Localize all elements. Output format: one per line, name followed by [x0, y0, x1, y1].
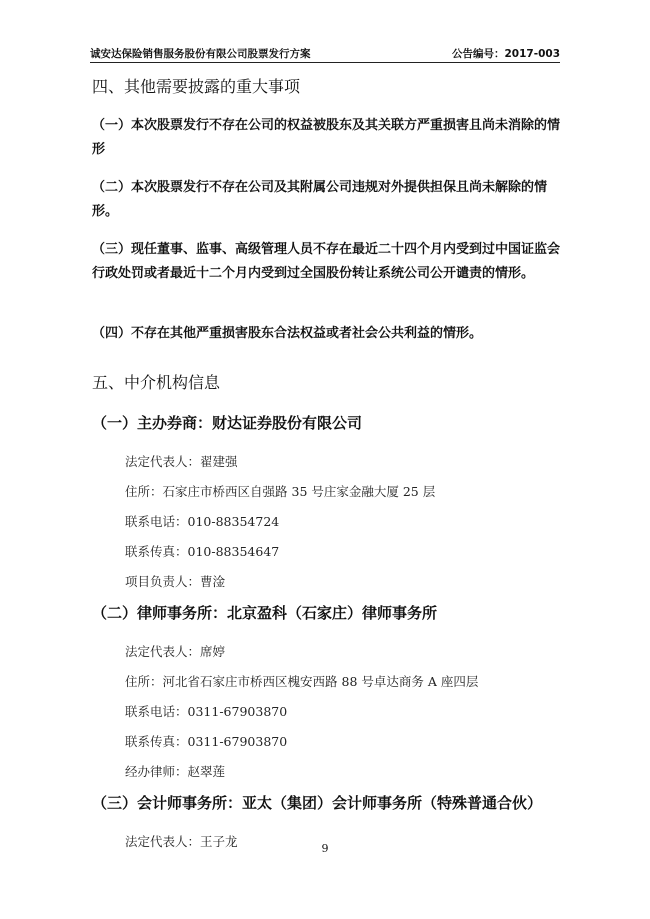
field-label: 联系电话：	[125, 704, 188, 719]
field-value: 010-88354647	[187, 544, 280, 559]
underwriter-phone	[92, 512, 562, 542]
field-label: 经办律师：	[125, 764, 188, 779]
field-label: 项目负责人：	[125, 574, 201, 589]
law-firm-heading: （二）律师事务所：北京盈科（石家庄）律师事务所	[92, 604, 438, 622]
field-value: 曹淦	[200, 574, 226, 589]
section-4-heading: 四、其他需要披露的重大事项	[92, 77, 301, 96]
page-header	[90, 44, 560, 63]
field-label: 联系传真：	[125, 734, 188, 749]
field-value: 010-88354724	[187, 514, 280, 529]
field-label: 联系电话：	[125, 514, 188, 529]
underwriter-heading: （一）主办券商：财达证券股份有限公司	[92, 414, 363, 432]
law-firm-phone	[92, 702, 562, 732]
underwriter-legal-rep	[92, 452, 562, 482]
field-label: 法定代表人：	[125, 454, 201, 469]
section-4-item-3: （三）现任董事、监事、高级管理人员不存在最近二十四个月内受到过中国证监会行政处罚或者最近十二个月内受到过全国股份转让系统公司公开谴责的情形。	[92, 242, 561, 281]
law-firm-address	[92, 672, 562, 702]
section-5-heading: 五、中介机构信息	[92, 373, 221, 392]
law-firm-lawyer	[92, 762, 562, 792]
field-value: 石家庄市桥西区自强路 35 号庄家金融大厦 25 层	[162, 484, 436, 499]
underwriter-fax	[92, 542, 562, 572]
field-label: 法定代表人：	[125, 644, 201, 659]
field-value: 翟建强	[200, 454, 238, 469]
announcement-number: 公告编号：2017-003	[452, 48, 560, 60]
field-value: 王子龙	[200, 834, 238, 849]
field-label: 住所：	[125, 484, 163, 499]
underwriter-address	[92, 482, 562, 512]
field-value: 0311-67903870	[187, 704, 288, 719]
section-4-item-1: （一）本次股票发行不存在公司的权益被股东及其关联方严重损害且尚未消除的情形	[92, 118, 561, 157]
field-label: 联系传真：	[125, 544, 188, 559]
underwriter-project-lead	[92, 572, 562, 602]
page-content	[92, 76, 562, 862]
law-firm-fax	[92, 732, 562, 762]
page-number: 9	[321, 842, 329, 855]
field-value: 0311-67903870	[187, 734, 288, 749]
field-value: 赵翠莲	[187, 764, 226, 779]
field-label: 法定代表人：	[125, 834, 201, 849]
header-title: 诚安达保险销售服务股份有限公司股票发行方案	[90, 48, 311, 60]
accounting-firm-heading: （三）会计师事务所：亚太（集团）会计师事务所（特殊普通合伙）	[92, 794, 543, 812]
field-value: 席婷	[200, 644, 226, 659]
section-4-item-2: （二）本次股票发行不存在公司及其附属公司违规对外提供担保且尚未解除的情形。	[92, 180, 548, 219]
law-firm-legal-rep	[92, 642, 562, 672]
field-value: 河北省石家庄市桥西区槐安西路 88 号卓达商务 A 座四层	[162, 674, 479, 689]
section-4-item-4: （四）不存在其他严重损害股东合法权益或者社会公共利益的情形。	[92, 326, 483, 341]
field-label: 住所：	[125, 674, 163, 689]
